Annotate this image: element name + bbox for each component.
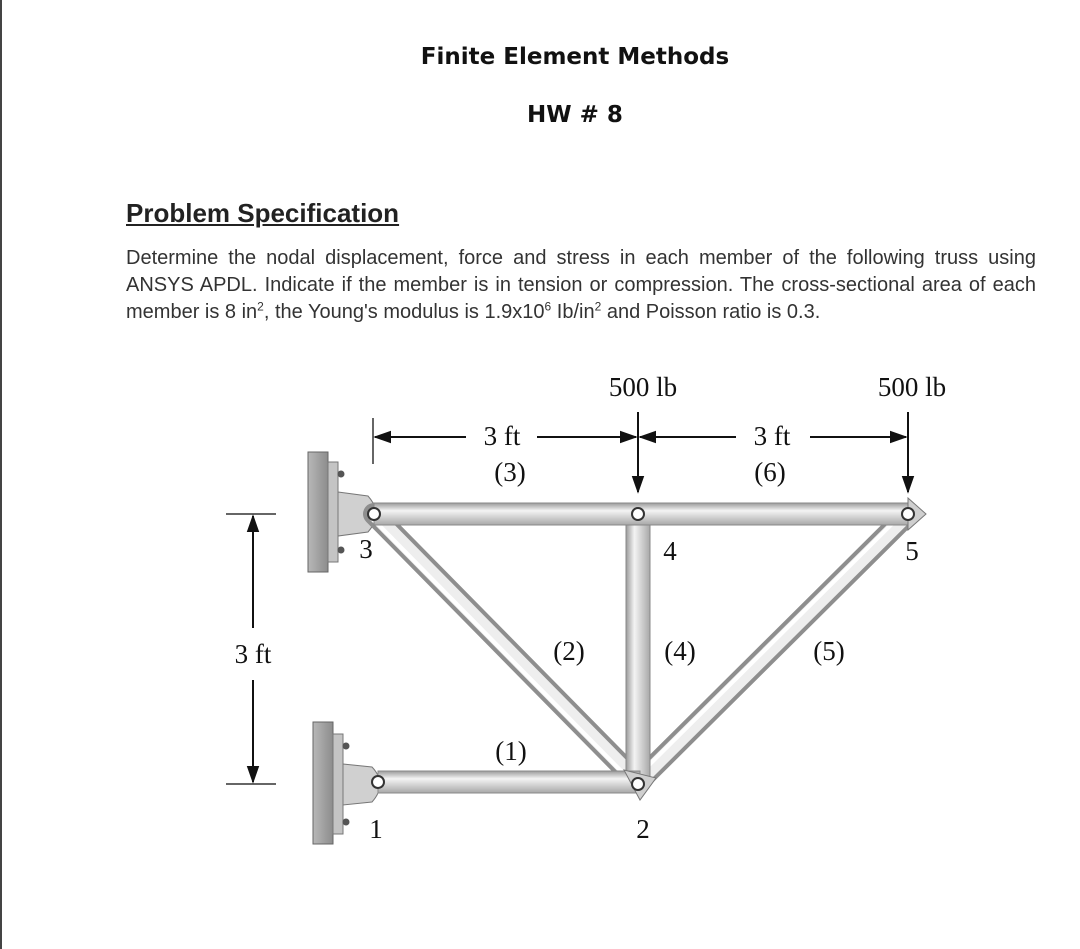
document-title: Finite Element Methods <box>420 44 730 70</box>
node-label-1: 1 <box>369 814 383 844</box>
node-label-2: 2 <box>636 814 650 844</box>
member-label-4: (4) <box>664 636 696 666</box>
load-label-2: 500 lb <box>877 372 947 402</box>
node-label-3: 3 <box>359 534 373 564</box>
dim-label-span1: 3 ft <box>483 421 521 451</box>
load-label-1: 500 lb <box>608 372 678 402</box>
member-1-bar <box>378 771 640 793</box>
member-label-5: (5) <box>813 636 845 666</box>
pin-node-2 <box>632 778 644 790</box>
dim-label-height: 3 ft <box>234 639 272 669</box>
homework-number: HW # 8 <box>527 102 623 128</box>
area-exponent: 2 <box>257 299 264 314</box>
section-heading: Problem Specification <box>126 198 400 228</box>
pin-node-5 <box>902 508 914 520</box>
member-label-1: (1) <box>495 736 527 766</box>
pin-node-3 <box>368 508 380 520</box>
member-4-bar <box>626 514 650 780</box>
modulus-exponent: 6 <box>544 299 552 314</box>
node-label-4: 4 <box>663 536 677 566</box>
statement-part-3: Ib/in <box>551 301 595 323</box>
node-label-5: 5 <box>905 536 919 566</box>
statement-part-4: and Poisson ratio is 0.3. <box>601 301 821 323</box>
statement-part-1: Determine the nodal displacement, force and stress in each member of the following truss using ANSYS APDL. Indicate if the member is in tension or compression. The cross-sectional area of each member is 8 in <box>126 247 1036 323</box>
unit-exponent: 2 <box>594 299 602 314</box>
pin-node-4 <box>632 508 644 520</box>
pin-node-1 <box>372 776 384 788</box>
dim-label-span2: 3 ft <box>753 421 791 451</box>
statement-part-2: , the Young's modulus is 1.9x10 <box>263 301 545 323</box>
member-label-3: (3) <box>494 457 526 487</box>
member-label-2: (2) <box>553 636 585 666</box>
member-label-6: (6) <box>754 457 786 487</box>
